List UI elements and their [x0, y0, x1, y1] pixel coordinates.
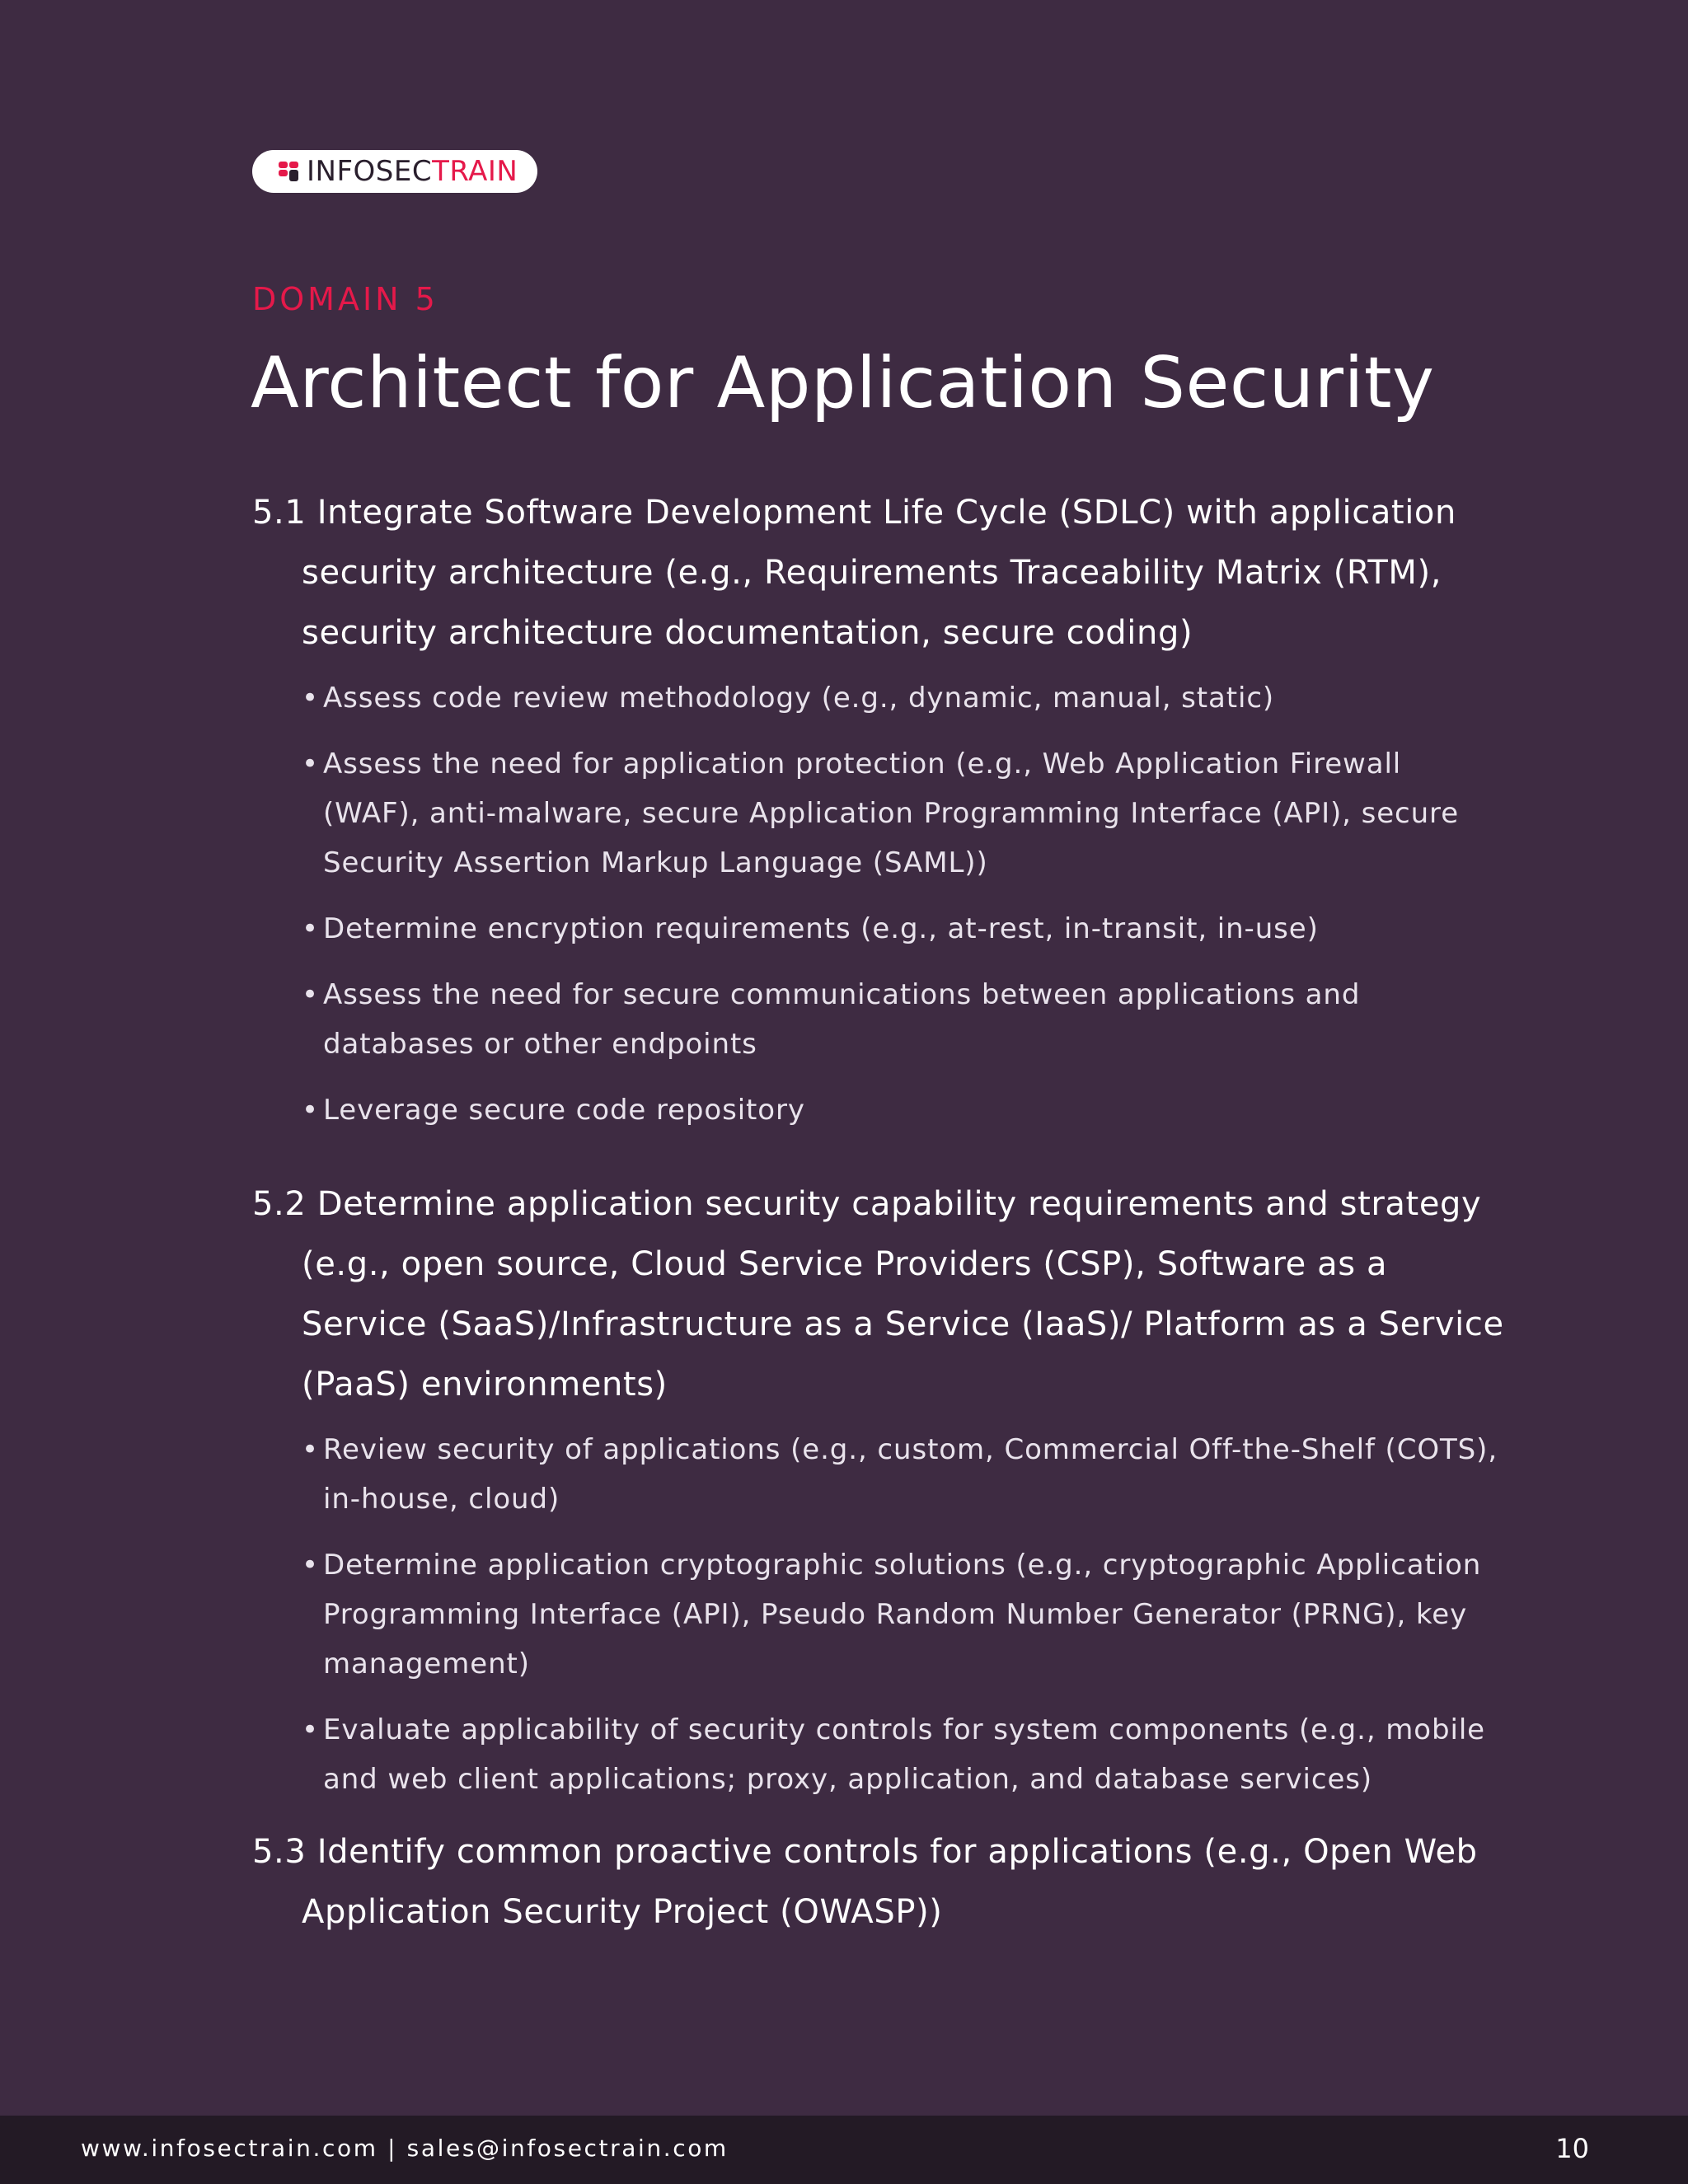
bullet-list — [252, 673, 1505, 1135]
bullet-text: Evaluate applicability of security controls for system components (e.g., mobile and web client applications; proxy, application, and database services) — [323, 1713, 1485, 1796]
section-heading: 5.2 Determine application security capability requirements and strategy (e.g., open source, Cloud Service Providers (CSP), Software as a Service (SaaS)/Infrastructure as a Service (IaaS)/ Platform as a Service (PaaS) environments) — [252, 1185, 1504, 1404]
bullet-dot-icon: • — [302, 978, 319, 1011]
bullet-dot-icon: • — [302, 1094, 319, 1127]
domain-content — [252, 483, 1505, 1943]
bullet-text: Assess the need for application protection (e.g., Web Application Firewall (WAF), anti-malware, secure Application Programming Interface (API), secure Security Assertion Markup Language (SAML)) — [323, 748, 1460, 879]
bullet-text: Leverage secure code repository — [323, 1094, 805, 1127]
bullet-item — [302, 1540, 1505, 1689]
bullet-list — [252, 1425, 1505, 1804]
bullet-text: Review security of applications (e.g., custom, Commercial Off-the-Shelf (COTS), in-house, cloud) — [323, 1433, 1498, 1516]
bullet-dot-icon: • — [302, 1433, 319, 1466]
bullet-dot-icon: • — [302, 1713, 319, 1746]
bullet-item — [302, 1705, 1505, 1804]
section-5-2 — [252, 1174, 1505, 1804]
brand-wordmark — [307, 155, 518, 188]
infosectrain-logo-icon — [277, 159, 302, 184]
section-5-1 — [252, 483, 1505, 1135]
section-heading: 5.3 Identify common proactive controls for applications (e.g., Open Web Application Security Project (OWASP)) — [252, 1833, 1478, 1931]
brand-wordmark-accent: TRAIN — [432, 155, 518, 188]
domain-label: DOMAIN 5 — [252, 281, 438, 317]
bullet-item — [302, 904, 1505, 954]
bullet-dot-icon: • — [302, 682, 319, 715]
bullet-text: Determine application cryptographic solutions (e.g., cryptographic Application Programming Interface (API), Pseudo Random Number Generator (PRNG), key management) — [323, 1549, 1482, 1680]
bullet-dot-icon: • — [302, 1549, 319, 1582]
bullet-item — [302, 673, 1505, 723]
bullet-text: Determine encryption requirements (e.g., at-rest, in-transit, in-use) — [323, 912, 1319, 945]
page-number: 10 — [1555, 2133, 1589, 2164]
brand-logo — [252, 150, 537, 193]
bullet-item — [302, 1425, 1505, 1524]
bullet-text: Assess the need for secure communications between applications and databases or other endpoints — [323, 978, 1361, 1061]
brand-wordmark-dark: INFOSEC — [307, 155, 433, 188]
bullet-item — [302, 1085, 1505, 1135]
bullet-dot-icon: • — [302, 912, 319, 945]
section-5-3 — [252, 1822, 1505, 1943]
bullet-item — [302, 970, 1505, 1069]
bullet-dot-icon: • — [302, 748, 319, 780]
bullet-text: Assess code review methodology (e.g., dynamic, manual, static) — [323, 682, 1275, 715]
page-footer — [0, 2116, 1688, 2184]
footer-contact: www.infosectrain.com | sales@infosectrain.com — [81, 2135, 729, 2162]
page-title: Architect for Application Security — [251, 342, 1435, 424]
section-heading: 5.1 Integrate Software Development Life Cycle (SDLC) with application security architecture (e.g., Requirements Traceability Matrix (RTM), security architecture documentation, secure coding) — [252, 494, 1456, 652]
bullet-item — [302, 739, 1505, 888]
